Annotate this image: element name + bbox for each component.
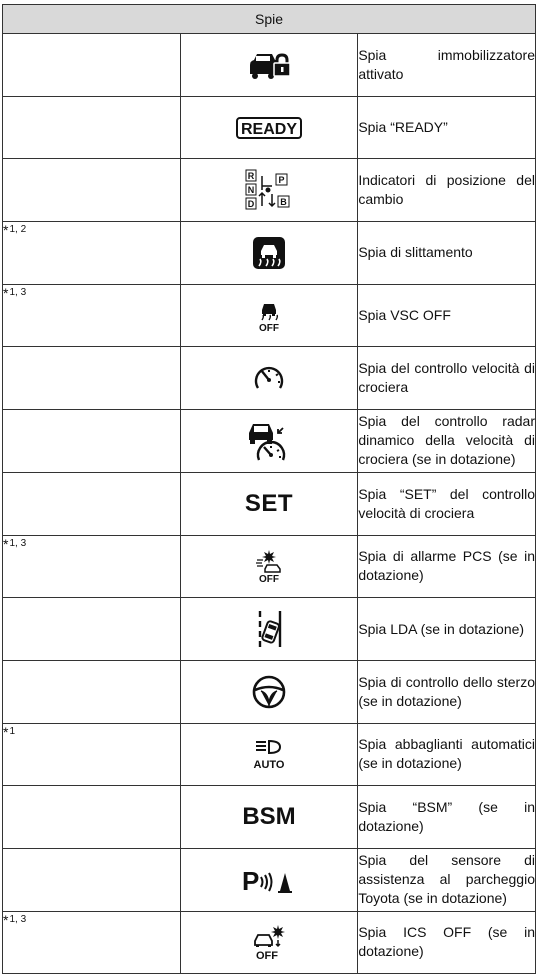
description-cell: Spia del sensore di assistenza al parcheggio Toyota (se in dotazione) [358, 848, 536, 911]
table-row [3, 660, 536, 723]
table-row [3, 347, 536, 410]
icon-cell [180, 598, 358, 661]
note-cell [3, 410, 181, 473]
svg-text:P: P [241, 865, 260, 895]
description-cell: Spia “SET” del controllo velocità di crociera [358, 472, 536, 535]
icon-cell [180, 222, 358, 285]
icon-cell [180, 472, 358, 535]
icon-cell [180, 159, 358, 222]
description-cell: Indicatori di posizione del cambio [358, 159, 536, 222]
note-cell [3, 34, 181, 97]
table-row [3, 410, 536, 473]
svg-text:P: P [278, 175, 285, 186]
table-row [3, 911, 536, 974]
slip-indicator-icon [252, 236, 286, 270]
description-cell: Spia di allarme PCS (se in dotazione) [358, 535, 536, 598]
lda-icon [254, 609, 284, 649]
description-cell: Spia di controllo dello sterzo (se in dotazione) [358, 660, 536, 723]
table-header-row [3, 5, 536, 34]
description-cell: Spia del controllo radar dinamico della velocità di crociera (se in dotazione) [358, 410, 536, 473]
table-row [3, 96, 536, 159]
svg-text:AUTO: AUTO [253, 759, 285, 771]
note-cell: *$^{1, 3}$ [3, 911, 181, 974]
steering-wheel-icon [251, 674, 287, 710]
svg-text:B: B [280, 197, 287, 208]
vsc-off-icon [254, 299, 284, 333]
icon-cell [180, 786, 358, 849]
ics-off-icon [251, 923, 287, 961]
parking-sensor-icon [240, 865, 298, 895]
description-cell: Spia immobilizzatore attivato [358, 34, 536, 97]
icon-cell [180, 347, 358, 410]
indicator-table [2, 4, 536, 974]
icon-cell [180, 848, 358, 911]
table-row [3, 723, 536, 786]
table-row [3, 786, 536, 849]
note-cell: *$^{1, 3}$ [3, 535, 181, 598]
note-cell [3, 660, 181, 723]
bsm-icon: BSM [242, 803, 296, 831]
note-cell: *$^{1, 2}$ [3, 222, 181, 285]
set-icon: SET [244, 489, 294, 517]
note-cell [3, 96, 181, 159]
table-row [3, 472, 536, 535]
description-cell: Spia di slittamento [358, 222, 536, 285]
svg-text:D: D [247, 199, 255, 210]
icon-cell [180, 535, 358, 598]
note-cell [3, 848, 181, 911]
icon-cell [180, 410, 358, 473]
note-cell: *$^1$ [3, 723, 181, 786]
table-title: Spie [3, 5, 536, 34]
table-row [3, 34, 536, 97]
svg-text:OFF: OFF [255, 950, 278, 962]
icon-cell [180, 96, 358, 159]
svg-text:READY: READY [240, 120, 297, 138]
icon-cell [180, 34, 358, 97]
note-cell [3, 159, 181, 222]
ready-icon [236, 117, 302, 139]
description-cell: Spia VSC OFF [358, 284, 536, 347]
table-row [3, 535, 536, 598]
note-cell [3, 786, 181, 849]
auto-high-beam-icon [250, 738, 288, 770]
note-cell [3, 598, 181, 661]
table-row [3, 598, 536, 661]
icon-cell [180, 284, 358, 347]
immobilizer-icon [246, 50, 292, 80]
note-cell [3, 472, 181, 535]
radar-cruise-icon [245, 420, 293, 462]
note-cell: *$^{1, 3}$ [3, 284, 181, 347]
svg-text:R: R [247, 171, 255, 182]
icon-cell [180, 723, 358, 786]
icon-cell [180, 911, 358, 974]
cruise-control-icon [252, 362, 286, 394]
table-row [3, 848, 536, 911]
svg-text:N: N [247, 185, 255, 196]
description-cell: Spia abbaglianti automatici (se in dotazione) [358, 723, 536, 786]
description-cell: Spia “READY” [358, 96, 536, 159]
description-cell: Spia del controllo velocità di crociera [358, 347, 536, 410]
description-cell: Spia LDA (se in dotazione) [358, 598, 536, 661]
note-cell [3, 347, 181, 410]
table-row [3, 284, 536, 347]
svg-text:OFF: OFF [258, 574, 279, 585]
shift-position-icon [243, 168, 295, 212]
icon-cell [180, 660, 358, 723]
description-cell: Spia ICS OFF (se in dotazione) [358, 911, 536, 974]
table-row [3, 159, 536, 222]
description-cell: Spia “BSM” (se in dotazione) [358, 786, 536, 849]
pcs-off-icon [253, 548, 285, 584]
table-row [3, 222, 536, 285]
svg-text:OFF: OFF [258, 322, 279, 333]
